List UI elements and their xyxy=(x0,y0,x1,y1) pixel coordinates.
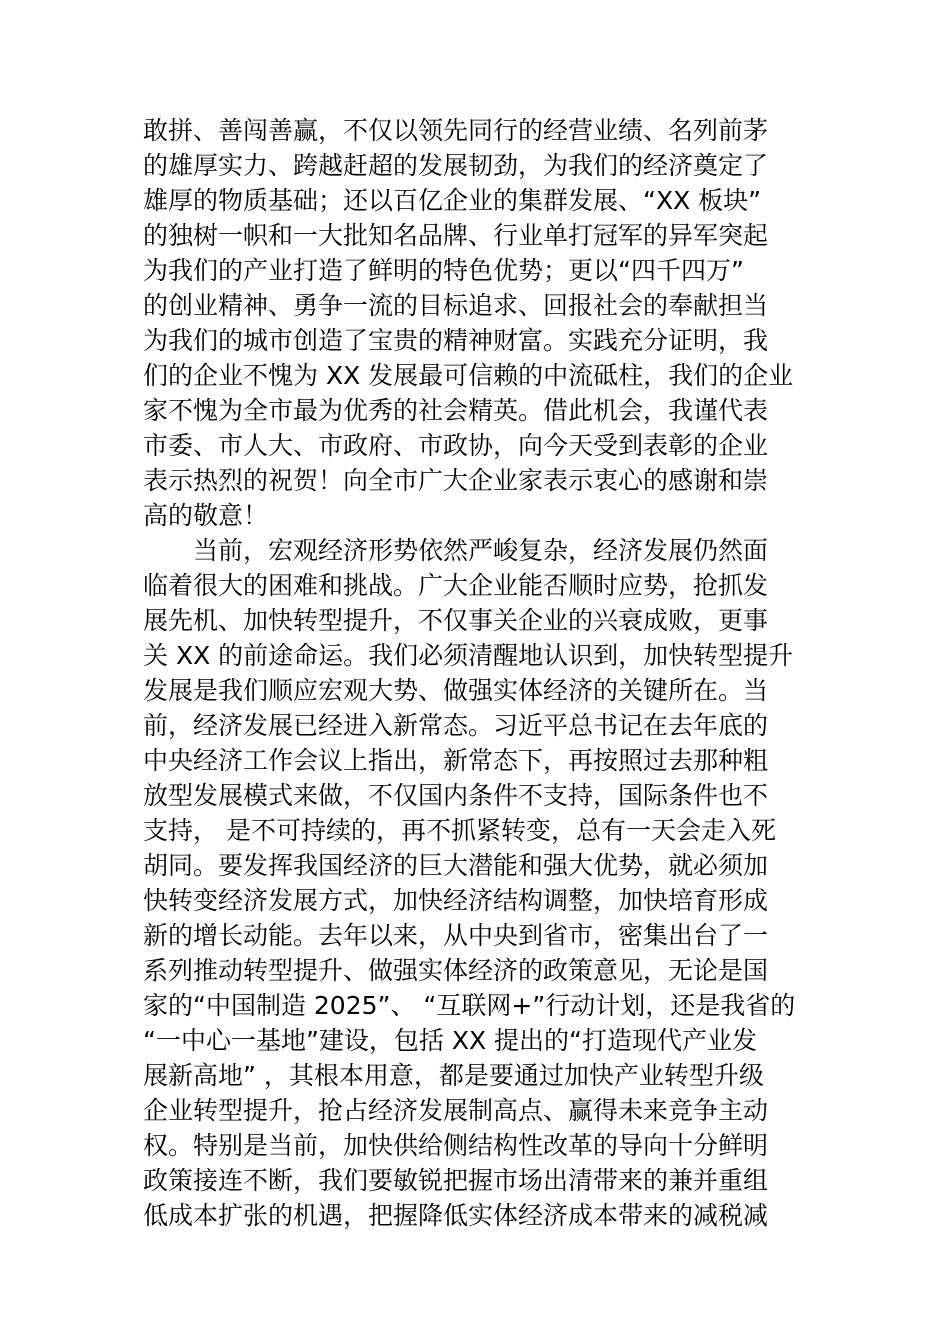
text-line: 展新高地” ，其根本用意，都是要通过加快产业转型升级 xyxy=(143,1061,764,1090)
text-line: 快转变经济发展方式，加快经济结构调整，加快培育形成 xyxy=(143,886,769,915)
text-line: 雄厚的物质基础；还以百亿企业的集群发展、“XX 板块” xyxy=(143,186,762,215)
text-line: 放型发展模式来做，不仅国内条件不支持，国际条件也不 xyxy=(143,781,769,810)
text-line: 关 XX 的前途命运。我们必须清醒地认识到，加快转型提升 xyxy=(143,641,794,670)
text-line: 展先机、加快转型提升，不仅事关企业的兴衰成败，更事 xyxy=(143,606,769,635)
text-line: 为我们的城市创造了宝贵的精神财富。实践充分证明，我 xyxy=(143,326,769,355)
text-line: 们的企业不愧为 XX 发展最可信赖的中流砥柱，我们的企业 xyxy=(143,361,794,390)
text-line: “一中心一基地”建设，包括 XX 提出的“打造现代产业发 xyxy=(143,1026,758,1055)
text-line: 企业转型提升，抢占经济发展制高点、赢得未来竞争主动 xyxy=(143,1096,769,1125)
text-line: 临着很大的困难和挑战。广大企业能否顺时应势，抢抓发 xyxy=(143,571,769,600)
text-line: 家的“中国制造 2025”、 “互联网+”行动计划，还是我省的 xyxy=(143,991,796,1020)
text-line: 中央经济工作会议上指出，新常态下，再按照过去那种粗 xyxy=(143,746,769,775)
text-line: 市委、市人大、市政府、市政协，向今天受到表彰的企业 xyxy=(143,431,769,460)
text-line: 前，经济发展已经进入新常态。习近平总书记在去年底的 xyxy=(143,711,769,740)
text-line: 为我们的产业打造了鲜明的特色优势；更以“四千四万” xyxy=(143,256,744,285)
paragraph-first-line: 当前，宏观经济形势依然严峻复杂，经济发展仍然面 xyxy=(193,536,769,565)
text-line: 胡同。要发挥我国经济的巨大潜能和强大优势，就必须加 xyxy=(143,851,769,880)
text-line: 敢拼、善闯善赢，不仅以领先同行的经营业绩、名列前茅 xyxy=(143,116,769,145)
text-line: 系列推动转型提升、做强实体经济的政策意见，无论是国 xyxy=(143,956,769,985)
text-line: 家不愧为全市最为优秀的社会精英。借此机会，我谨代表 xyxy=(143,396,769,425)
text-line: 权。特别是当前，加快供给侧结构性改革的导向十分鲜明 xyxy=(143,1131,769,1160)
text-line: 支持， 是不可持续的，再不抓紧转变，总有一天会走入死 xyxy=(143,816,776,845)
text-line: 的独树一帜和一大批知名品牌、行业单打冠军的异军突起 xyxy=(143,221,769,250)
text-line: 的创业精神、勇争一流的目标追求、回报社会的奉献担当 xyxy=(143,291,769,320)
text-line: 新的增长动能。去年以来，从中央到省市，密集出台了一 xyxy=(143,921,769,950)
text-line: 低成本扩张的机遇，把握降低实体经济成本带来的减税减 xyxy=(143,1201,769,1230)
text-line: 高的敬意！ xyxy=(143,501,269,530)
text-line: 发展是我们顺应宏观大势、做强实体经济的关键所在。当 xyxy=(143,676,769,705)
text-line: 的雄厚实力、跨越赶超的发展韧劲，为我们的经济奠定了 xyxy=(143,151,769,180)
text-line: 表示热烈的祝贺！向全市广大企业家表示衷心的感谢和崇 xyxy=(143,466,769,495)
text-line: 政策接连不断，我们要敏锐把握市场出清带来的兼并重组 xyxy=(143,1166,769,1195)
